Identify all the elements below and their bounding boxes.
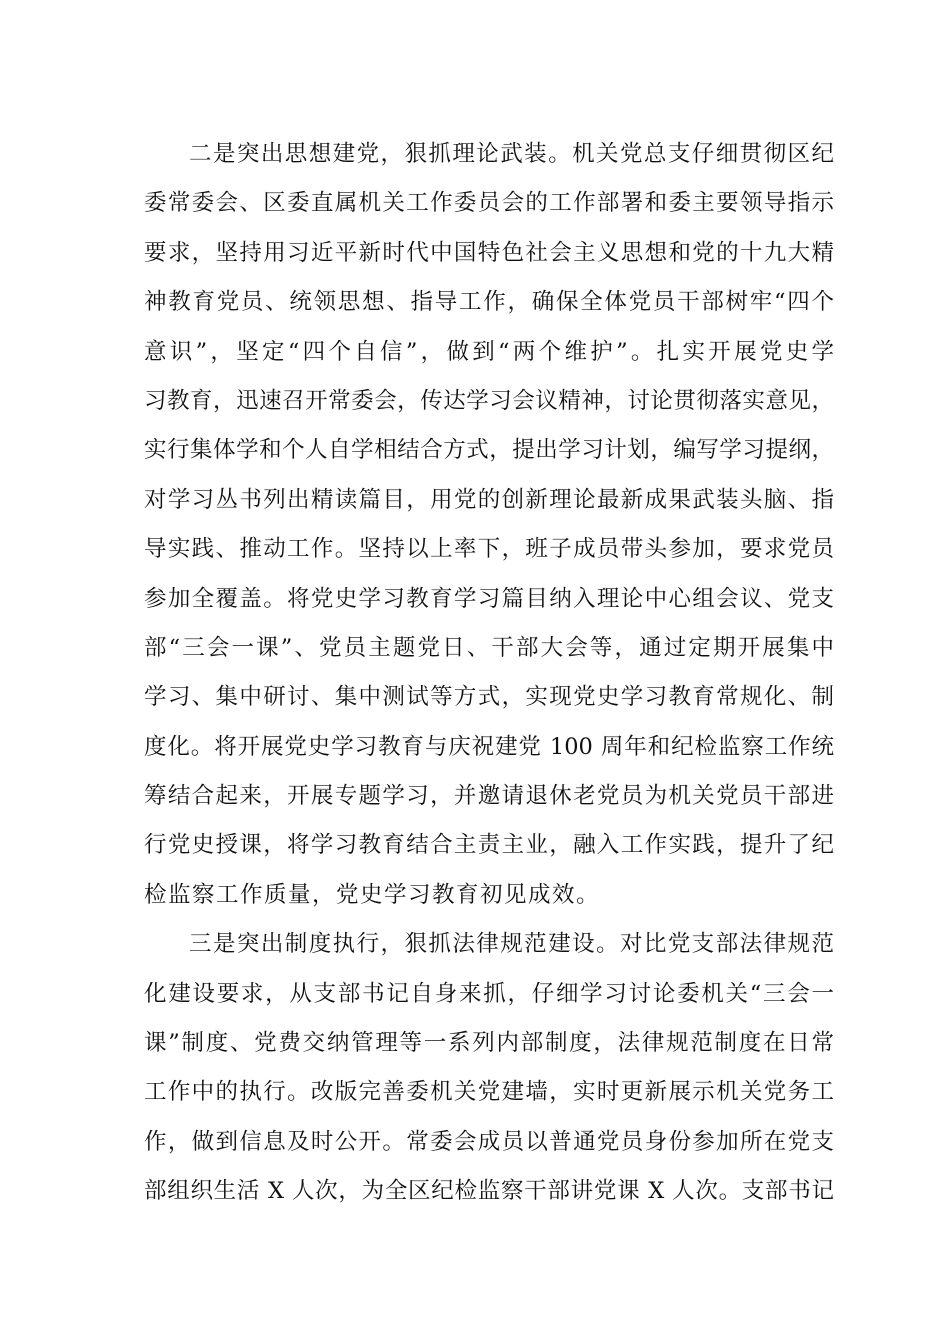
text-line: 参加全覆盖。将党史学习教育学习篇目纳入理论中心组会议、党支	[144, 585, 834, 612]
text-line: 检监察工作质量，党史学习教育初见成效。	[144, 881, 601, 908]
text-line: 三是突出制度执行，狠抓法律规范建设。对比党支部法律规范	[189, 931, 834, 958]
text-line: 对学习丛书列出精读篇目，用党的创新理论最新成果武装头脑、指	[144, 486, 834, 513]
text-line: 工作中的执行。改版完善委机关党建墙，实时更新展示机关党务工	[144, 1079, 834, 1106]
text-line: 实行集体学和个人自学相结合方式，提出学习计划，编写学习提纲，	[144, 437, 834, 464]
document-body	[144, 130, 834, 1217]
text-line: 行党史授课，将学习教育结合主责主业，融入工作实践，提升了纪	[144, 832, 834, 859]
text-line: 筹结合起来，开展专题学习，并邀请退休老党员为机关党员干部进	[144, 783, 834, 810]
text-line: 部组织生活 X 人次，为全区纪检监察干部讲党课 X 人次。支部书记	[144, 1178, 834, 1205]
paragraph-thought-building	[144, 130, 834, 920]
text-line: 学习、集中研讨、集中测试等方式，实现党史学习教育常规化、制	[144, 684, 834, 711]
text-line: 要求，坚持用习近平新时代中国特色社会主义思想和党的十九大精	[144, 239, 834, 266]
text-line: 课”制度、党费交纳管理等一系列内部制度，法律规范制度在日常	[144, 1030, 834, 1057]
paragraph-institution-building	[144, 920, 834, 1216]
text-line: 委常委会、区委直属机关工作委员会的工作部署和委主要领导指示	[144, 190, 834, 217]
text-line: 二是突出思想建党，狠抓理论武装。机关党总支仔细贯彻区纪	[189, 141, 834, 167]
text-line: 部“三会一课”、党员主题党日、干部大会等，通过定期开展集中	[144, 634, 834, 661]
text-line: 意识”，坚定“四个自信”，做到“两个维护”。扎实开展党史学	[144, 338, 834, 365]
text-line: 化建设要求，从支部书记自身来抓，仔细学习讨论委机关“三会一	[144, 980, 834, 1007]
text-line: 导实践、推动工作。坚持以上率下，班子成员带头参加，要求党员	[144, 536, 834, 563]
text-line: 习教育，迅速召开常委会，传达学习会议精神，讨论贯彻落实意见，	[144, 387, 834, 414]
text-line: 作，做到信息及时公开。常委会成员以普通党员身份参加所在党支	[144, 1128, 834, 1155]
text-line: 度化。将开展党史学习教育与庆祝建党 100 周年和纪检监察工作统	[144, 733, 834, 760]
text-line: 神教育党员、统领思想、指导工作，确保全体党员干部树牢“四个	[144, 289, 834, 316]
